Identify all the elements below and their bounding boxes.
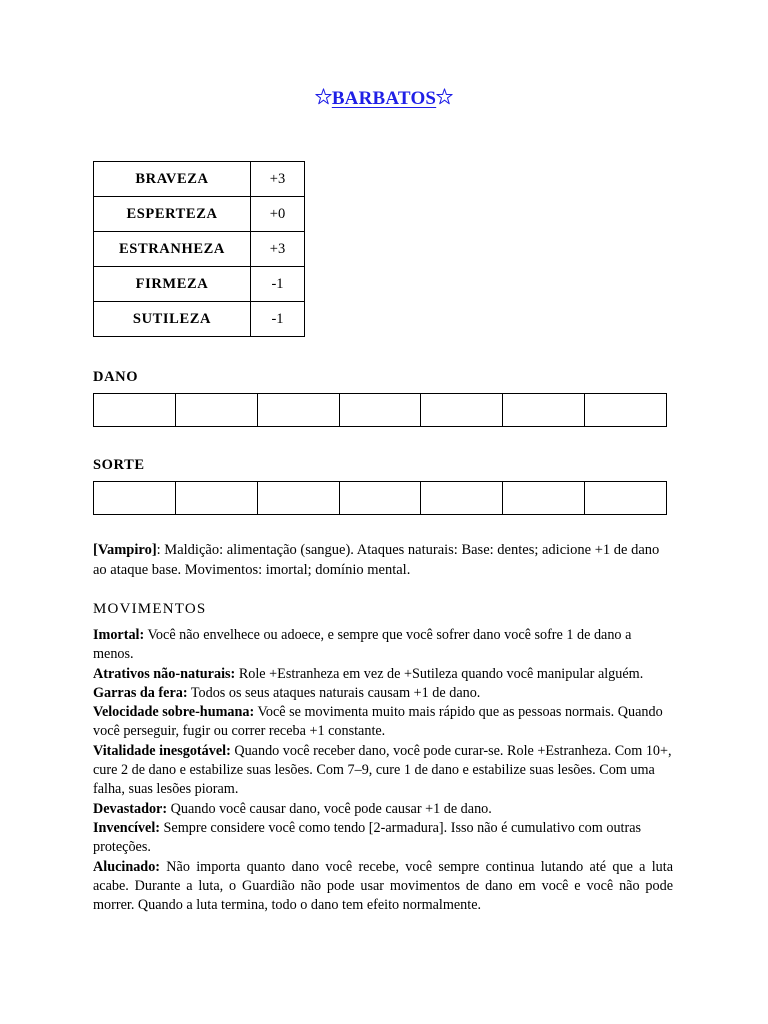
attributes-table: [93, 161, 305, 337]
sorte-label: SORTE: [93, 457, 145, 473]
movimentos-heading: MOVIMENTOS: [93, 601, 207, 617]
moves-list: [93, 626, 673, 915]
sorte-track: [93, 481, 667, 515]
move-name: Velocidade sobre-humana:: [93, 704, 255, 721]
sorte-box[interactable]: [421, 482, 503, 514]
move-item: [93, 800, 673, 819]
move-item: [93, 684, 673, 703]
move-text: Todos os seus ataques naturais causam +1 de dano.: [187, 684, 481, 701]
attribute-value: +3: [251, 232, 305, 267]
pentagram-icon: [315, 88, 332, 111]
move-text: Sempre considere você como tendo [2-armadura]. Isso não é cumulativo com outras proteções.: [93, 819, 642, 856]
vampiro-text: : Maldição: alimentação (sangue). Ataques naturais: Base: dentes; adicione +1 de dano ao ataque base. Movimentos: imortal; domínio mental.: [93, 542, 660, 578]
dano-box[interactable]: [421, 394, 503, 426]
dano-box[interactable]: [258, 394, 340, 426]
attribute-row: [94, 232, 305, 267]
attribute-value: +3: [251, 162, 305, 197]
dano-box[interactable]: [176, 394, 258, 426]
dano-track: [93, 393, 667, 427]
sorte-box[interactable]: [503, 482, 585, 514]
dano-box[interactable]: [340, 394, 422, 426]
attribute-name: BRAVEZA: [94, 162, 251, 197]
dano-label: DANO: [93, 369, 139, 385]
attribute-name: SUTILEZA: [94, 302, 251, 337]
move-name: Devastador:: [93, 800, 168, 817]
sorte-box[interactable]: [585, 482, 666, 514]
vampiro-label: [Vampiro]: [93, 542, 157, 558]
move-text: Quando você causar dano, você pode causar +1 de dano.: [167, 800, 492, 817]
attribute-row: [94, 267, 305, 302]
move-name: Alucinado:: [93, 858, 161, 875]
move-name: Imortal:: [93, 627, 145, 643]
move-item: [93, 858, 673, 916]
title-text: BARBATOS: [331, 88, 437, 109]
move-name: Garras da fera:: [93, 684, 188, 701]
sorte-box[interactable]: [94, 482, 176, 514]
attribute-name: FIRMEZA: [94, 267, 251, 302]
attribute-value: -1: [251, 267, 305, 302]
move-item: [93, 626, 673, 665]
pentagram-icon: [436, 88, 453, 111]
dano-box[interactable]: [503, 394, 585, 426]
sorte-box[interactable]: [176, 482, 258, 514]
attribute-row: [94, 162, 305, 197]
move-name: Atrativos não-naturais:: [93, 665, 236, 682]
attribute-row: [94, 197, 305, 232]
move-item: [93, 742, 673, 800]
move-name: Invencível:: [93, 819, 160, 836]
dano-box[interactable]: [585, 394, 666, 426]
attribute-value: +0: [251, 197, 305, 232]
move-text: Role +Estranheza em vez de +Sutileza quando você manipular alguém.: [235, 665, 644, 682]
attribute-row: [94, 302, 305, 337]
sorte-box[interactable]: [258, 482, 340, 514]
move-name: Vitalidade inesgotável:: [93, 742, 231, 759]
attribute-name: ESPERTEZA: [94, 197, 251, 232]
dano-box[interactable]: [94, 394, 176, 426]
move-item: [93, 819, 673, 858]
attribute-name: ESTRANHEZA: [94, 232, 251, 267]
page-title: [0, 88, 768, 111]
move-text: Não importa quanto dano você recebe, você sempre continua lutando até que a luta acabe. Durante a luta, o Guardião não pode usar movimentos de dano em você e você não pode morrer. Quando a luta termina, todo o dano tem efeito normalmente.: [93, 858, 673, 914]
attribute-value: -1: [251, 302, 305, 337]
move-text: Você não envelhece ou adoece, e sempre que você sofrer dano você sofre 1 de dano a menos.: [93, 627, 632, 663]
move-text: Você se movimenta muito mais rápido que as pessoas normais. Quando você perseguir, fugir ou correr receba +1 constante.: [93, 704, 663, 740]
move-text: Quando você receber dano, você pode curar-se. Role +Estranheza. Com 10+, cure 2 de dano e estabilize suas lesões. Com 7–9, cure 1 de dano e estabilize suas lesões. Com uma falha, suas lesões pioram.: [93, 742, 672, 798]
move-item: [93, 665, 673, 684]
move-item: [93, 703, 673, 742]
vampiro-description: [93, 541, 673, 580]
sorte-box[interactable]: [340, 482, 422, 514]
